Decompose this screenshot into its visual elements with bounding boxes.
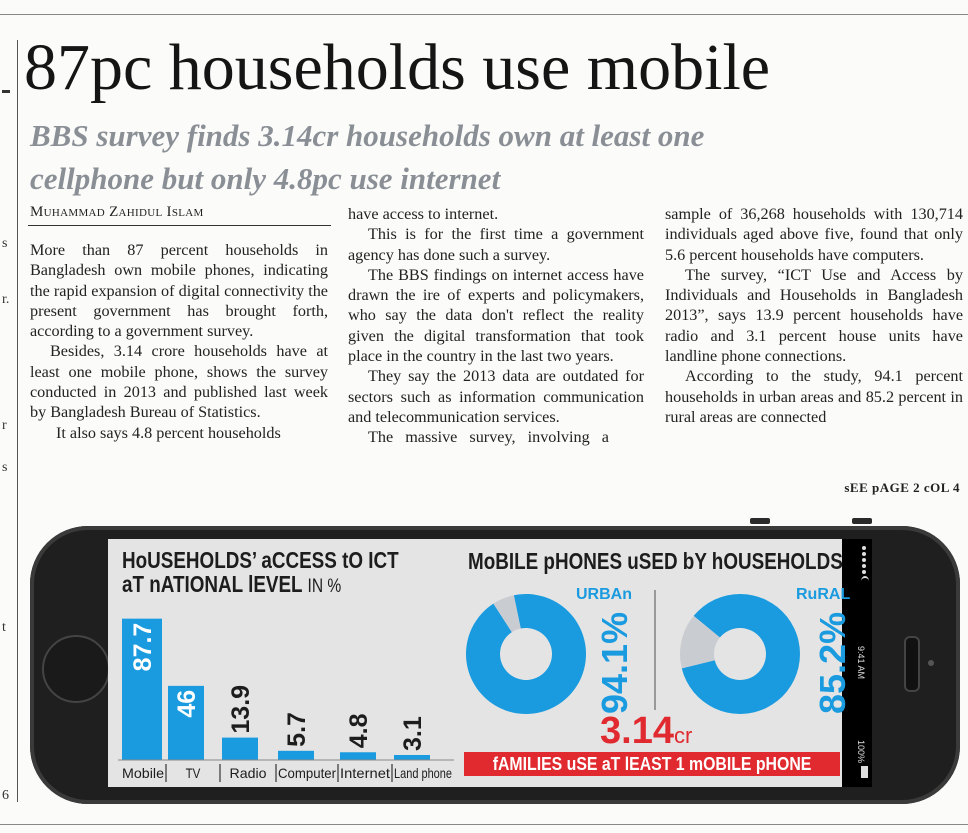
families-banner-text: fAMILIES uSE aT lEAST 1 mOBILE pHONE xyxy=(492,754,812,774)
urban-percentage: 94.1% xyxy=(594,611,635,714)
paragraph: This is for the first time a government agency has done such a survey. xyxy=(348,225,644,264)
paragraph: The massive survey, involving a xyxy=(368,428,609,447)
signal-icon xyxy=(862,546,866,574)
paragraph: The survey, “ICT Use and Access by Individuals and Households in Bangladesh 2013”, says 13.9 percent households have radio and 3.1 percent house units have landline phone connections. xyxy=(665,265,963,366)
bar-category-label: Radio xyxy=(229,765,267,781)
bar-category-label: Computer xyxy=(278,765,337,781)
left-column-mark xyxy=(2,78,12,96)
paragraph: have access to internet. xyxy=(348,205,499,223)
ict-title-line-2-text: aT nATIONAL lEVEL xyxy=(122,571,303,597)
paragraph: It also says 4.8 percent households xyxy=(56,423,281,442)
paragraph: They say the 2013 data are outdated for sectors such as information communication and telecommunication services. xyxy=(348,367,644,426)
total-number: 3.14 xyxy=(600,710,674,752)
byline: Muhammad Zahidul Islam xyxy=(30,204,204,220)
ict-chart-title xyxy=(122,548,399,599)
rural-percentage: 85.2% xyxy=(812,611,853,714)
rural-label: RuRAL xyxy=(796,586,851,603)
bar-value-label: 5.7 xyxy=(283,712,311,747)
bar-value-label: 87.7 xyxy=(129,622,157,672)
ict-title-unit: IN % xyxy=(307,576,342,597)
subheadline: BBS survey finds 3.14cr households own at least one cellphone but only 4.8pc use internet xyxy=(30,118,705,196)
camera-icon xyxy=(928,660,934,666)
left-fragment: s xyxy=(2,460,8,475)
wifi-icon xyxy=(861,576,869,586)
speaker-grille xyxy=(904,636,920,692)
article-column-3 xyxy=(665,204,963,427)
byline-rule xyxy=(28,225,331,226)
left-fragment: t xyxy=(2,620,6,635)
total-unit: cr xyxy=(673,723,693,748)
bar-category-label: Internet xyxy=(340,765,391,781)
continuation-link[interactable]: sEE pAGE 2 cOL 4 xyxy=(844,480,960,495)
left-fragment: r. xyxy=(2,292,10,307)
bar-category-label: Mobile xyxy=(122,765,165,781)
top-rule xyxy=(0,14,968,15)
status-time: 9:41 AM xyxy=(856,646,866,680)
bar-value-label: 3.1 xyxy=(399,716,427,752)
battery-icon xyxy=(861,766,868,778)
paragraph: According to the study, 94.1 percent households in urban areas and 85.2 percent in rural areas are connected xyxy=(665,367,963,426)
donut-divider xyxy=(654,590,656,710)
ict-title-line-2 xyxy=(122,572,399,599)
ict-bar-chart xyxy=(118,600,453,785)
left-fragment: s xyxy=(2,236,8,251)
bar-value-label: 4.8 xyxy=(345,713,373,749)
mobile-chart-title: MoBILE pHONES uSED bY hOUSEHOLDS xyxy=(468,548,843,574)
bottom-rule xyxy=(0,824,968,825)
urban-label: URBAn xyxy=(576,586,632,603)
headline: 87pc households use mobile xyxy=(24,31,771,104)
total-households xyxy=(600,712,692,755)
bar-radio xyxy=(222,738,258,760)
bar-category-label: Land phone xyxy=(394,765,453,781)
article-column-1 xyxy=(30,240,328,443)
paragraph: sample of 36,268 households with 130,714 individuals aged above five, found that only 5.6 percent households have computers. xyxy=(665,205,963,264)
home-button xyxy=(42,635,110,703)
status-battery: 100% xyxy=(856,740,866,764)
bar-value-label: 13.9 xyxy=(227,684,255,734)
families-banner xyxy=(464,752,840,776)
ict-title-line-1: HoUSEHOLDS’ aCCESS tO ICT xyxy=(122,547,399,573)
donut-slice-mobile xyxy=(455,583,597,725)
left-fragment: r xyxy=(2,418,7,433)
bar-category-label: TV xyxy=(185,765,201,781)
bar-value-label: 46 xyxy=(173,689,201,718)
column-divider-left xyxy=(17,40,18,802)
paragraph: More than 87 percent households in Bangladesh own mobile phones, indicating the rapid expansion of digital connectivity the present government has brought forth, according to a government survey. xyxy=(30,241,328,341)
paragraph: The BBS findings on internet access have drawn the ire of experts and policymakers, who say the data don't reflect the reality given the digital transformation that took place in the country in the last two years. xyxy=(348,265,644,366)
bar-internet xyxy=(340,752,376,760)
paragraph: Besides, 3.14 crore households have at least one mobile phone, shows the survey conducted in 2013 and published last week by Bangladesh Bureau of Statistics. xyxy=(30,342,328,422)
article-column-2 xyxy=(348,204,644,448)
left-fragment: 6 xyxy=(2,788,9,803)
bar-land-phone xyxy=(394,755,430,760)
bar-computer xyxy=(278,751,314,760)
phone-side-button xyxy=(750,518,770,524)
phone-side-button xyxy=(852,518,872,524)
